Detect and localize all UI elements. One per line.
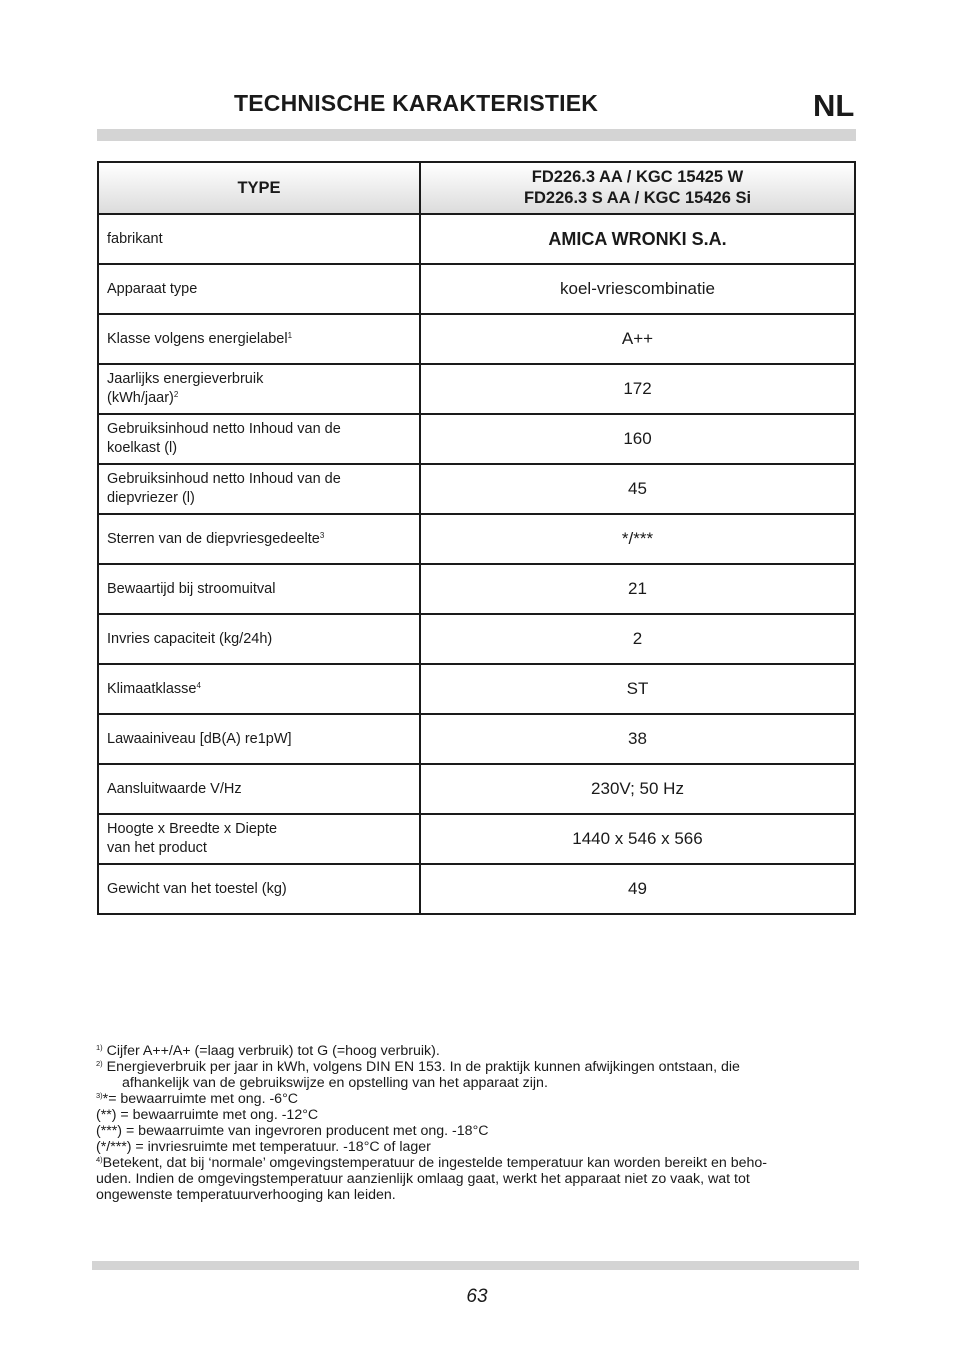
row-label-text: Sterren van de diepvriesgedeelte <box>107 530 320 547</box>
row-value: 45 <box>420 464 855 514</box>
footnote-1-text: Cijfer A++/A+ (=laag verbruik) tot G (=hoog verbruik). <box>106 1043 440 1059</box>
table-row <box>98 564 855 614</box>
table-row <box>98 714 855 764</box>
table-row <box>98 814 855 864</box>
row-label <box>98 764 420 814</box>
footnote-3-line-2: (**) = bewaarruimte met ong. -12°C <box>96 1107 319 1123</box>
row-label <box>98 814 420 864</box>
model-header <box>420 162 855 214</box>
row-label-text: Jaarlijks energieverbruik (kWh/jaar) <box>107 371 264 406</box>
row-value: AMICA WRONKI S.A. <box>420 214 855 264</box>
footnote-4 <box>96 1155 856 1171</box>
page-number: 63 <box>466 1286 488 1307</box>
footnote-3 <box>96 1091 856 1107</box>
header-divider <box>97 129 856 141</box>
row-label-text: Aansluitwaarde V/Hz <box>107 780 242 797</box>
footnote-2 <box>96 1059 856 1075</box>
row-value: koel-vriescombinatie <box>420 264 855 314</box>
table-row <box>98 664 855 714</box>
footnote-ref: 3 <box>319 530 325 540</box>
table-header-row <box>98 162 855 214</box>
row-value: */*** <box>420 514 855 564</box>
footnote-4-line-2: uden. Indien de omgevingstemperatuur aanzienlijk omlaag gaat, werkt het apparaat niet zo vaak, wat tot <box>96 1171 750 1187</box>
row-label <box>98 714 420 764</box>
row-label <box>98 514 420 564</box>
footnote-4-line-3: ongewenste temperatuurverhooging kan leiden. <box>96 1187 396 1203</box>
row-label <box>98 564 420 614</box>
row-label-text: fabrikant <box>107 230 163 247</box>
footnote-1-mark: 1) <box>96 1043 103 1052</box>
row-value: 49 <box>420 864 855 914</box>
row-label <box>98 264 420 314</box>
model-line-1: FD226.3 AA / KGC 15425 W <box>531 168 744 186</box>
row-label-text: Gebruiksinhoud netto Inhoud van de koelkast (l) <box>107 421 341 456</box>
footnote-3-line-3: (***) = bewaarruimte van ingevroren producent met ong. -18°C <box>96 1123 489 1139</box>
row-label-text: Klimaatklasse <box>107 680 197 697</box>
row-label-text: Klasse volgens energielabel <box>107 330 288 347</box>
row-label <box>98 664 420 714</box>
table-row <box>98 464 855 514</box>
row-label <box>98 214 420 264</box>
table-row <box>98 764 855 814</box>
row-value: ST <box>420 664 855 714</box>
footnote-3-line-4: (*/***) = invriesruimte met temperatuur. -18°C of lager <box>96 1139 431 1155</box>
footnote-2-continued: afhankelijk van de gebruikswijze en opstelling van het apparaat zijn. <box>122 1075 548 1091</box>
footnote-1 <box>96 1043 856 1059</box>
footnote-4-text: Betekent, dat bij ‘normale’ omgevingstemperatuur de ingestelde temperatuur kan worden bereikt en beho- <box>102 1155 767 1171</box>
row-value: 38 <box>420 714 855 764</box>
spec-table <box>97 161 856 915</box>
row-value: 2 <box>420 614 855 664</box>
row-label-text: Invries capaciteit (kg/24h) <box>107 630 273 647</box>
row-label-text: Gewicht van het toestel (kg) <box>107 880 287 897</box>
footnote-ref: 2 <box>173 390 179 399</box>
row-value: 160 <box>420 414 855 464</box>
row-label <box>98 364 420 414</box>
footnote-4-mark: 4) <box>96 1155 103 1164</box>
table-row <box>98 314 855 364</box>
table-row <box>98 214 855 264</box>
table-row <box>98 264 855 314</box>
row-value: 21 <box>420 564 855 614</box>
row-label-text: Bewaartijd bij stroomuitval <box>107 580 276 597</box>
table-row <box>98 364 855 414</box>
footnote-ref: 4 <box>196 680 201 690</box>
table-row <box>98 414 855 464</box>
row-label-text: Lawaainiveau [dB(A) re1pW] <box>107 730 292 747</box>
row-label <box>98 414 420 464</box>
table-row <box>98 514 855 564</box>
row-value: A++ <box>420 314 855 364</box>
type-header: TYPE <box>98 162 420 214</box>
row-label-text: Hoogte x Breedte x Diepte van het product <box>107 821 278 856</box>
footer-divider <box>92 1261 859 1270</box>
row-label <box>98 314 420 364</box>
row-value: 172 <box>420 364 855 414</box>
row-label <box>98 614 420 664</box>
footnote-2-text: Energieverbruik per jaar in kWh, volgens DIN EN 153. In de praktijk kunnen afwijkingen ontstaan, die <box>106 1059 740 1075</box>
footnote-3-text: *= bewaarruimte met ong. -6°C <box>102 1091 298 1107</box>
row-label-text: Apparaat type <box>107 280 198 297</box>
row-value: 1440 x 546 x 566 <box>420 814 855 864</box>
footnote-2-mark: 2) <box>96 1059 103 1068</box>
table-row <box>98 614 855 664</box>
page-title: TECHNISCHE KARAKTERISTIEK <box>234 90 599 116</box>
row-value: 230V; 50 Hz <box>420 764 855 814</box>
table-row <box>98 864 855 914</box>
footnote-ref: 1 <box>287 330 293 340</box>
row-label <box>98 464 420 514</box>
row-label-text: Gebruiksinhoud netto Inhoud van de diepvriezer (l) <box>107 471 341 506</box>
row-label <box>98 864 420 914</box>
model-line-2: FD226.3 S AA / KGC 15426 Si <box>523 189 752 207</box>
footnote-3-mark: 3) <box>96 1091 103 1100</box>
footnotes <box>96 1043 856 1203</box>
language-code: NL <box>813 88 855 123</box>
